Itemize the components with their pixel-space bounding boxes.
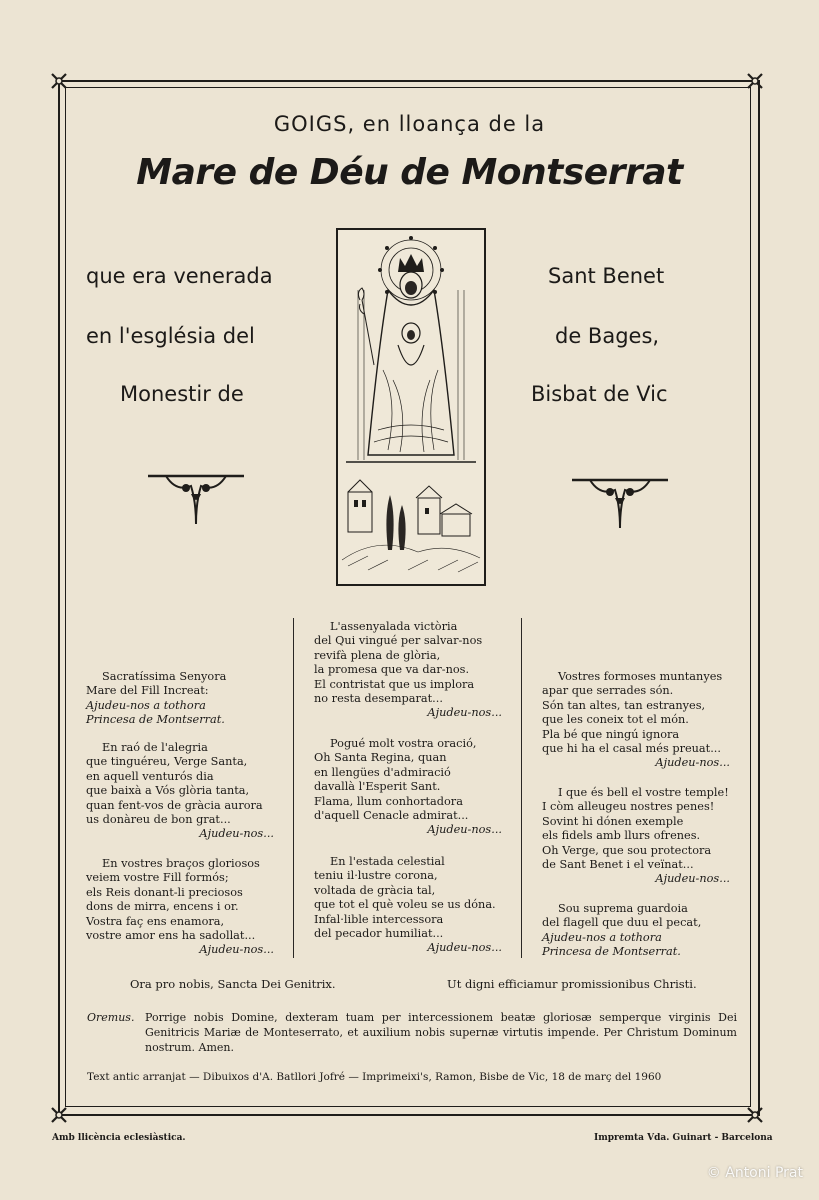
- corner-ornament-icon: [746, 1106, 764, 1124]
- dedication-right-1: Sant Benet: [548, 264, 665, 288]
- verse-line: que tot el què voleu se us dóna.: [314, 898, 496, 912]
- page-title: Mare de Déu de Montserrat: [136, 152, 683, 193]
- stanza: [314, 855, 502, 956]
- column-divider: [293, 618, 294, 958]
- stanza: [542, 786, 730, 887]
- verse-line: Vostres formoses muntanyes: [558, 670, 723, 683]
- refrain: Ajudeu-nos...: [427, 706, 502, 720]
- verse-line: en aquell venturós dia: [86, 769, 214, 783]
- corner-ornament-icon: [746, 72, 764, 90]
- versicle-left: Ora pro nobis, Sancta Dei Genitrix.: [130, 977, 336, 991]
- verse-line: Són tan altes, tan estranyes,: [542, 698, 706, 712]
- verse-line: voltada de gràcia tal,: [314, 883, 436, 897]
- verse-line: davallà l'Esperit Sant.: [314, 780, 441, 794]
- verse-line: quan fent-vos de gràcia aurora: [86, 798, 263, 812]
- refrain: Ajudeu-nos...: [427, 823, 502, 837]
- verse-line: L'assenyalada victòria: [330, 620, 458, 633]
- verse-line: Mare del Fill Increat:: [86, 684, 209, 698]
- verse-line: de Sant Benet i el veïnat...: [542, 858, 694, 872]
- verse-line: que les coneix tot el món.: [542, 713, 689, 727]
- verse-line: en llengües d'admiració: [314, 765, 451, 779]
- verse-line: d'aquell Cenacle admirat...: [314, 809, 469, 823]
- verse-line: Sacratíssima Senyora: [102, 670, 227, 683]
- refrain: Ajudeu-nos...: [199, 827, 274, 841]
- verse-line: del flagell que duu el pecat,: [542, 916, 702, 930]
- verse-line: Oh Verge, que sou protectora: [542, 843, 712, 857]
- verse-line: En l'estada celestial: [330, 855, 445, 868]
- verse-line: dons de mirra, encens i or.: [86, 900, 239, 914]
- verse-line: del Qui vingué per salvar-nos: [314, 634, 483, 648]
- verse-line: Oh Santa Regina, quan: [314, 751, 447, 765]
- refrain: Ajudeu-nos...: [427, 941, 502, 955]
- verse-line: teniu il·lustre corona,: [314, 869, 438, 883]
- refrain: Ajudeu-nos...: [199, 943, 274, 957]
- credits-line: Text antic arranjat — Dibuixos d'A. Batllori Jofré — Imprimeixi's, Ramon, Bisbe de Vic, 18 de març del 1960: [87, 1071, 662, 1083]
- verse-line: veiem vostre Fill formós;: [86, 871, 229, 885]
- verse-line: Sou suprema guardoia: [558, 902, 688, 915]
- verse-line: els Reis donant-li preciosos: [86, 885, 243, 899]
- ornament-left-icon: [146, 472, 246, 527]
- stanza: [86, 741, 274, 842]
- verse-line: Flama, llum conhortadora: [314, 794, 463, 808]
- versicle-right: Ut digni efficiamur promissionibus Christi.: [447, 977, 697, 991]
- verse-line: Pla bé que ningú ignora: [542, 727, 680, 741]
- stanza: [314, 620, 502, 721]
- verse-line: En raó de l'alegria: [102, 741, 208, 754]
- verse-line: apar que serrades són.: [542, 684, 674, 698]
- verse-line: Princesa de Montserrat.: [542, 945, 681, 959]
- stanza: [542, 902, 730, 960]
- verse-line: Princesa de Montserrat.: [86, 713, 225, 727]
- verse-line: del pecador humiliat...: [314, 927, 444, 941]
- verse-line: I còm alleugeu nostres penes!: [542, 800, 715, 814]
- stanza: [314, 737, 502, 838]
- dedication-right-3: Bisbat de Vic: [531, 382, 668, 406]
- verse-line: I que és bell el vostre temple!: [558, 786, 729, 799]
- footer-license: Amb llicència eclesiàstica.: [52, 1133, 186, 1143]
- refrain: Ajudeu-nos...: [655, 756, 730, 770]
- dedication-left-1: que era venerada: [86, 264, 273, 288]
- verse-line: Pogué molt vostra oració,: [330, 737, 477, 750]
- footer-printer: Impremta Vda. Guinart - Barcelona: [594, 1133, 773, 1143]
- watermark: © Antoni Prat: [706, 1165, 803, 1181]
- verse-line: la promesa que va dar-nos.: [314, 663, 470, 677]
- ornament-right-icon: [570, 476, 670, 531]
- verse-line: no resta desemparat...: [314, 692, 443, 706]
- stanza: [542, 670, 730, 771]
- oremus-label: Oremus.: [87, 1011, 135, 1024]
- column-divider: [521, 618, 522, 958]
- verse-line: Sovint hi dónen exemple: [542, 814, 684, 828]
- verse-line: Vostra faç ens enamora,: [86, 914, 225, 928]
- dedication-left-2: en l'església del: [86, 324, 255, 348]
- verse-line: El contristat que us implora: [314, 677, 475, 691]
- verse-line: revifà plena de glòria,: [314, 648, 441, 662]
- verse-line: Infal·lible intercessora: [314, 912, 444, 926]
- verse-line: Ajudeu-nos a tothora: [542, 930, 662, 944]
- verse-line: que tinguéreu, Verge Santa,: [86, 755, 248, 769]
- corner-ornament-icon: [50, 1106, 68, 1124]
- dedication-left-3: Monestir de: [120, 382, 244, 406]
- oremus-prayer: [87, 1010, 737, 1055]
- verse-line: Ajudeu-nos a tothora: [86, 698, 206, 712]
- verse-line: que baixà a Vós glòria tanta,: [86, 784, 250, 798]
- verse-line: els fidels amb llurs ofrenes.: [542, 829, 701, 843]
- corner-ornament-icon: [50, 72, 68, 90]
- title-line: GOIGS, en lloança de la: [273, 112, 546, 136]
- stanza: [86, 857, 274, 958]
- verse-line: us donàreu de bon grat...: [86, 813, 231, 827]
- virgin-illustration: [336, 228, 486, 586]
- oremus-text: Porrige nobis Domine, dexteram tuam per intercessionem beatæ gloriosæ semperque virginis Dei Genitricis Mariæ de Monteserrato, et auxilium nobis supernæ virtutis impende. Per Christum Dominum nostrum. Amen.: [145, 1011, 737, 1054]
- stanza: [86, 670, 274, 728]
- dedication-right-2: de Bages,: [555, 324, 660, 348]
- verse-line: En vostres braços gloriosos: [102, 857, 260, 870]
- verse-line: vostre amor ens ha sadollat...: [86, 929, 256, 943]
- verse-line: que hi ha el casal més preuat...: [542, 742, 721, 756]
- refrain: Ajudeu-nos...: [655, 872, 730, 886]
